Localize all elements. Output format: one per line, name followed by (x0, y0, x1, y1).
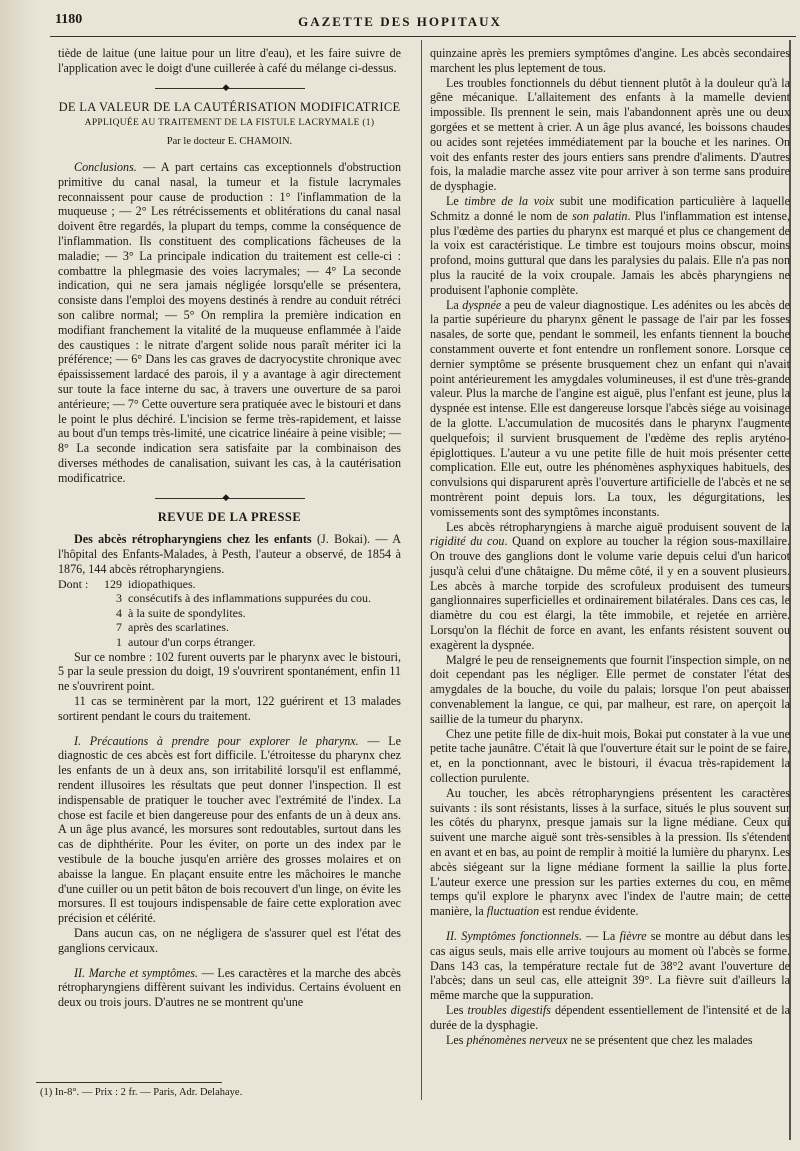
paragraph: Chez une petite fille de dix-huit mois, Bokai put constater à la vue une petite tache jaunâtre. C'était là que l'ouverture était sur le point de se faire, et, en la ponctionnant, avec le bistouri, il évacua très-rapidement la collection purulente. (430, 726, 790, 786)
emphasis: phénomènes nerveux (466, 1032, 568, 1047)
column-divider (421, 40, 422, 1100)
right-column (430, 46, 790, 1047)
page-header (0, 0, 800, 38)
page-number: 1180 (55, 12, 83, 27)
article-author: Par le docteur E. CHAMOIN. (166, 136, 293, 148)
text-run: est rendue évidente. (539, 904, 639, 919)
header-rule (50, 36, 796, 37)
text-run: La (446, 297, 463, 312)
stats-text: après des scarlatines. (128, 620, 229, 635)
precautions-label: I. Précautions à prendre pour explorer le pharynx. (74, 733, 359, 748)
text-run: Les (446, 1003, 468, 1017)
page-edge-shadow (0, 0, 36, 1151)
emphasis: dyspnée (462, 297, 502, 312)
revue-intro-paragraph (58, 532, 401, 576)
revue-intro-text: — A l'hôpital des Enfants-Malades, à Pesth, l'auteur a observé, de 1854 à 1876, 144 abcès rétropharyngiens. (58, 532, 401, 576)
text-run: Les abcès rétropharyngiens à marche aiguë produisent souvent de la (446, 519, 790, 534)
article-title: DE LA VALEUR DE LA CAUTÉRISATION MODIFICATRICE (58, 99, 401, 114)
marche-paragraph (58, 966, 401, 1010)
stats-num: 3 (116, 591, 122, 606)
marche-text: — Les caractères et la marche des abcès rétropharyngiens diffèrent suivant les individus. Certains évoluent en deux ou trois jours. D'autres ne se montrent qu'une (58, 965, 401, 1010)
paragraph: 11 cas se terminèrent par la mort, 122 guérirent et 13 malades sortirent pendant le cours du traitement. (58, 694, 401, 723)
emphasis: troubles digestifs (467, 1003, 551, 1017)
text-run: . Plus l'inflammation est intense, plus l'œdème des parties du pharynx est marqué et plus ce changement de la voix est caractéristique. Le timbre est toujours moins obscur, moins profond, moins guttural que dans les paralysies du palais. Elle n'a pas non plus la raucité de la voix croupale. Jamais les abcès pharyngiens ne produisent l'aphonie complète. (430, 208, 791, 297)
paragraph: Malgré le peu de renseignements que fournit l'inspection simple, on ne doit cependant pas les négliger. Elle permet de constater l'état des amygdales de la bouche, du voile du palais; lorsque l'on peut abaisser convenablement la langue, ce qui, par malheur, est rare, on aperçoit la saillie de la tumeur du pharynx. (430, 652, 790, 726)
stats-row (58, 577, 401, 592)
paragraph: Les troubles fonctionnels du début tiennent plutôt à la douleur qu'à la gêne mécanique. L'allaitement des enfants à la mamelle devient impossible. Ils prennent le sein, mais l'abandonnent après une ou deux gorgées et se mettent à crier. A un âge plus avancé, les boissons chaudes ou acides sont rejetées immédiatement par la bouche et les narines. On voit des enfants rester des jours entiers sans prendre d'aliments. D'autres fois, la maladie marche assez vite pour arriver à son terme sans produire de dysphagie. (430, 75, 790, 194)
section-divider (155, 498, 305, 500)
conclusions-paragraph (58, 160, 401, 486)
precautions-paragraph (58, 734, 401, 926)
stats-num: 129 (104, 576, 122, 591)
toucher-paragraph (430, 786, 790, 919)
revue-title: REVUE DE LA PRESSE (157, 509, 302, 524)
stats-text: consécutifs à des inflammations suppurées du cou. (128, 591, 371, 606)
text-run: — La (582, 929, 620, 944)
stats-num: 1 (116, 635, 122, 650)
marche-label: II. Marche et symptômes. (74, 965, 198, 980)
emphasis: fluctuation (486, 904, 540, 919)
article-subtitle: APPLIQUÉE AU TRAITEMENT DE LA FISTULE LACRYMALE (1) (84, 118, 375, 129)
rigidite-paragraph (430, 520, 790, 653)
text-run: subit une modification particulière à laquelle Schmitz a donné le nom de (430, 193, 790, 223)
digestifs-paragraph (430, 1003, 790, 1033)
revue-subject: Des abcès rétropharyngiens chez les enfants (74, 532, 312, 547)
text-run: Le (446, 193, 465, 208)
stats-row (58, 591, 401, 606)
section-divider (155, 88, 305, 90)
stats-row (58, 620, 401, 635)
conclusions-label: Conclusions. (74, 159, 137, 174)
stats-num: 4 (116, 605, 122, 620)
spacer (58, 724, 401, 734)
stats-row (58, 635, 401, 650)
revue-source: (J. Bokai). (311, 532, 371, 547)
symptomes-paragraph (430, 929, 790, 1003)
spacer (430, 919, 790, 929)
paragraph: Sur ce nombre : 102 furent ouverts par le pharynx avec le bistouri, 5 par la seule pression du doigt, 19 s'ouvrirent spontanément, enfin 11 ne s'ouvrirent point. (58, 649, 401, 694)
footnote: (1) In-8°. — Prix : 2 fr. — Paris, Adr. Delahaye. (40, 1087, 243, 1098)
nerveux-paragraph (430, 1033, 790, 1048)
precautions-text: — Le diagnostic de ces abcès est fort difficile. L'étroitesse du pharynx chez les enfants de un à deux ans, son irritabilité lorsqu'il est enflammé, rendent illusoires les résultats que peut donner l'inspection. Il est indispensable de pratiquer le toucher avec l'extrémité de l'index. La chose est facile et bien dangereuse pour des enfants de un à deux ans. A un âge plus avancé, les morsures sont redoutables, surtout dans les cas de diphthérite. Pour les éviter, on porte un des index par le vestibule de la bouche jusqu'en arrière des grosses molaires et on abaisse la langue. En plaçant ensuite entre les mâchoires le manche d'une cuiller ou un petit bâton de bois recouvert d'un linge, on évite les morsures. Il est toujours indispensable de faire cette exploration avec précision et célérité. (58, 733, 401, 926)
spacer (58, 956, 401, 966)
stats-num: 7 (116, 620, 122, 635)
dyspnee-paragraph (430, 298, 790, 520)
emphasis: son palatin (572, 208, 628, 223)
text-run: . Quand on explore au toucher la région sous-maxillaire. On trouve des ganglions dont le volume varie depuis celui d'un haricot jusqu'à celui d'une châtaigne. Du même côté, il y en a souvent plusieurs. Les abcès à marche torpide des scrofuleux produisent des tumeurs ganglionnaires superficielles et ordinairement bilatérales. Dans ces cas, le diamètre du cou est élargi, la tête immobile, et rejetée en arrière. Lorsqu'on la fléchit de force en avant, les enfants résistent souvent ou exagèrent la dyspnée. (430, 534, 790, 652)
intro-paragraph: tiède de laitue (une laitue pour un litre d'eau), et les faire suivre de l'application avec le doigt d'une cuillerée à café du mélange ci-dessus. (58, 46, 401, 75)
emphasis: timbre de la voix (464, 193, 554, 208)
dont-label: Dont : (58, 576, 89, 591)
emphasis: fièvre (619, 929, 647, 944)
text-run: a peu de valeur diagnostique. Les adénites ou les abcès de la partie supérieure du pharynx gênent le passage de l'air par les fosses nasales, de sorte que, pendant le sommeil, les enfants tiennent la bouche constamment ouverte et font entendre un ronflement sonore. Lorsque ce dernier symptôme se présente brusquement chez un enfant qui n'avait point antérieurement les amygdales volumineuses, il est d'une très-grande valeur. Plus la marche de l'angine est aiguë, plus l'enfant est jeune, plus la dyspnée est intense. Elle est dangereuse lorsque l'abcès siége au voisinage de la glotte. L'accumulation de mucosités dans le pharynx l'augmente quelquefois; il survient brusquement de l'œdème des replis aryténo-épiglottiques. L'auteur a vu une petite fille de huit mois présenter cette complication. Elle eut, outre les phénomènes asphyxiques habituels, des convulsions qui disparurent après l'ouverture artificielle de l'abcès et ne se montrèrent point depuis lors. La toux, les dégurgitations, les vomissements sont des symptômes inconstants. (430, 297, 790, 519)
stats-text: idiopathiques. (128, 576, 196, 591)
conclusions-text: — A part certains cas exceptionnels d'obstruction primitive du canal nasal, la tumeur et la fistule lacrymales reconnaissent pour cause de production : 1° l'inflammation de la muqueuse ; — 2° Les rétrécissements et oblitérations du canal nasal doivent être regardés, la plupart du temps, comme la conséquence de l'inflammation. Ils constituent des complications fâcheuses de la maladie; — 3° La principale indication du traitement est celle-ci : combattre la phlegmasie des voies lacrymales; — 4° La seconde indication, qui ne sera jamais négligée lorsqu'elle se présentera, consiste dans l'emploi des moyens destinés à rendre au conduit rétréci son calibre normal; — 5° On remplira la première indication en modifiant franchement la vitalité de la muqueuse enflammée à l'aide des caustiques : le nitrate d'argent solide nous paraît mériter ici la préférence; — 6° Dans les cas graves de dacryocystite chronique avec épaississement lardacé des parois, il y a avantage à agir directement sur toute la face interne du sac, à travers une ouverture de sa paroi antérieure; — 7° Cette ouverture sera pratiquée avec le bistouri et dans le point le plus déchiré. L'incision se ferme très-rapidement, et laisse au bout d'un temps très-limité, une cicatrice linéaire à peine visible; — 8° La seconde indication sera satisfaite par la combinaison des diverses méthodes de canalisation, suivant les cas, à la cautérisation modificatrice. (58, 159, 401, 485)
voix-paragraph (430, 194, 790, 298)
text-run: se montre au début dans les cas aigus seuls, mais elle arrive toujours au moment où l'abcès se forme. Dans 143 cas, la température rectale fut de 38°2 avant l'ouverture de l'abcès; dans un seul cas, elle atteignit 39°. La fièvre suit d'ailleurs la même marche que la suppuration. (430, 929, 790, 1003)
stats-text: à la suite de spondylites. (128, 605, 246, 620)
stats-list (58, 577, 401, 650)
text-run: Au toucher, les abcès rétropharyngiens présentent les caractères suivants : ils sont résistants, lisses à la surface, situés le plus souvent sur les côtés du pharynx, presque jamais sur la ligne médiane. Ceux qui suivent une marche aiguë sont très-sensibles à la pression. Ils s'étendent en avant et en bas, au point de remplir à moitié la lumière du pharynx. Les abcès siégeant sur la ligne médiane forment la saillie la plus forte. L'auteur exerce une pression sur les parties externes du cou, en même temps qu'il explore le pharynx avec l'index de l'autre main; de cette manière, la (430, 785, 790, 919)
paragraph: quinzaine après les premiers symptômes d'angine. Les abcès secondaires marchent les plus leptement de tous. (430, 46, 790, 75)
text-run: Les (446, 1032, 467, 1047)
symptomes-label: II. Symptômes fonctionnels. (446, 929, 583, 944)
emphasis: rigidité du cou (430, 534, 505, 549)
page-title: GAZETTE DES HOPITAUX (298, 14, 502, 29)
paragraph: Dans aucun cas, on ne négligera de s'assurer quel est l'état des ganglions cervicaux. (58, 926, 401, 955)
footnote-rule (36, 1082, 222, 1083)
stats-text: autour d'un corps étranger. (128, 635, 256, 650)
text-run: ne se présentent que chez les malades (567, 1032, 753, 1047)
left-column (58, 46, 401, 1010)
text-run: dépendent essentiellement de l'intensité et de la durée de la dysphagie. (430, 1003, 791, 1032)
stats-row (58, 606, 401, 621)
